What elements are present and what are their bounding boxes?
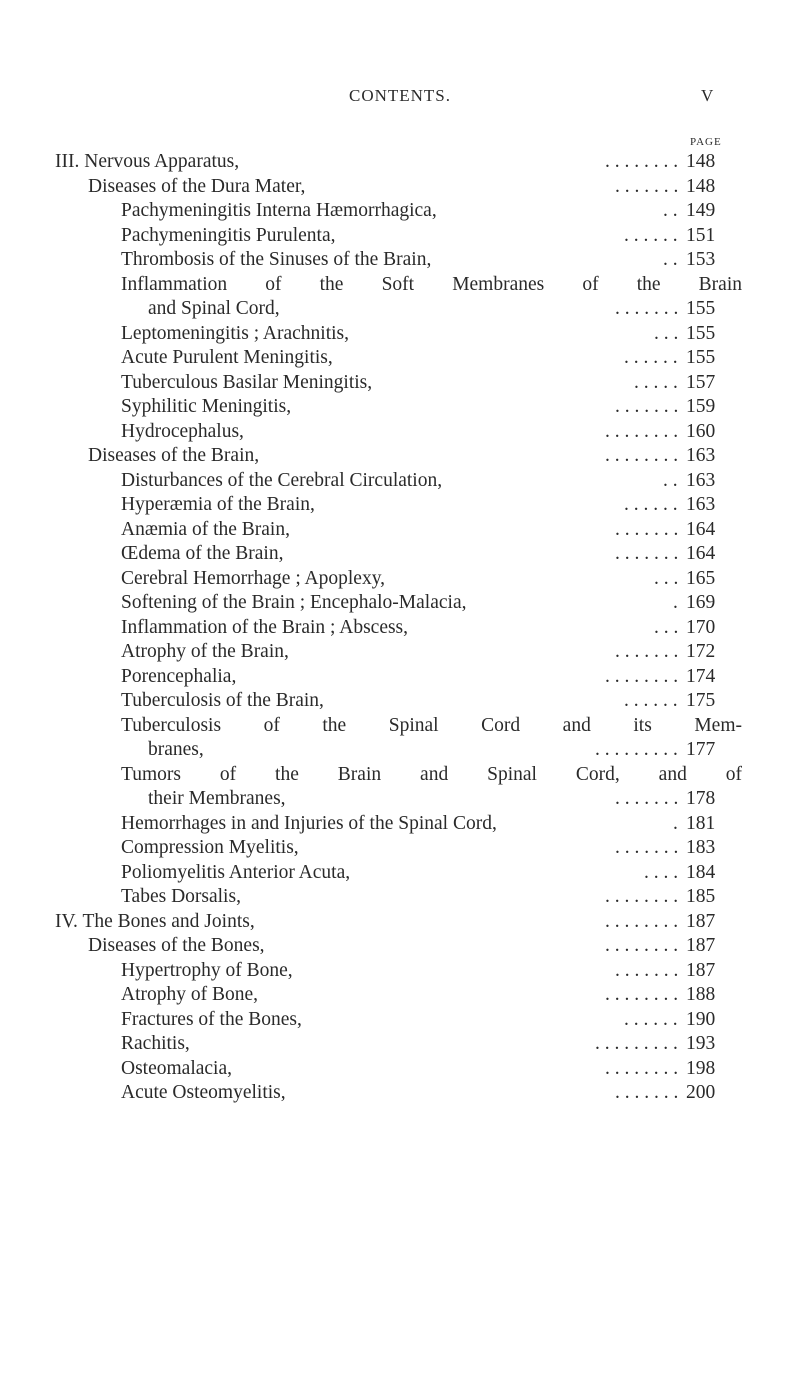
toc-entry [0, 371, 800, 396]
toc-leader-dots: . . [663, 249, 678, 270]
toc-entry [0, 395, 800, 420]
toc-entry [0, 934, 800, 959]
toc-leader-dots: . . [663, 200, 678, 221]
toc-entry [0, 836, 800, 861]
toc-entry-title: Hydrocephalus, [121, 420, 244, 442]
toc-entry-title: Porencephalia, [121, 665, 237, 687]
toc-page-number: 155 [686, 347, 716, 368]
toc-leader-dots: . . . . . . . . . [595, 1033, 678, 1054]
toc-page-number: 200 [686, 1082, 716, 1103]
toc-page-number: 170 [686, 616, 716, 638]
toc-page-number: 169 [686, 592, 716, 613]
toc-page-number: 187 [686, 959, 716, 981]
toc-page-number: 177 [686, 739, 716, 760]
toc-page-number: 148 [686, 151, 716, 172]
toc-entry [0, 322, 800, 347]
toc-entry [0, 640, 800, 665]
toc-entry-title: and Spinal Cord, [148, 298, 280, 319]
toc-entry-title: Osteomalacia, [121, 1057, 232, 1079]
toc-leader-dots: . . . . . . . [615, 518, 679, 540]
toc-entry-title: Compression Myelitis, [121, 837, 299, 858]
toc-page-number: 157 [686, 371, 716, 393]
toc-entry-title: Atrophy of the Brain, [121, 641, 289, 662]
toc-entry [0, 983, 800, 1008]
toc-entry-title: Pachymeningitis Purulenta, [121, 224, 336, 246]
toc-entry [0, 567, 800, 592]
toc-entry-title: Leptomeningitis ; Arachnitis, [121, 322, 350, 344]
toc-leader-dots: . . . . . . [624, 347, 678, 368]
toc-entry [0, 763, 800, 788]
page-header [0, 86, 800, 110]
toc-page-number: 163 [686, 445, 716, 466]
toc-entry-title: Diseases of the Brain, [88, 445, 260, 466]
toc-entry [0, 885, 800, 910]
toc-page-number: 153 [686, 249, 716, 270]
toc-entry [0, 910, 800, 935]
toc-entry-title: Cerebral Hemorrhage ; Apoplexy, [121, 567, 386, 589]
toc-entry-title: Diseases of the Dura Mater, [88, 175, 306, 197]
toc-entry-title: Fractures of the Bones, [121, 1008, 302, 1030]
toc-leader-dots: . . . . . . . . [605, 420, 679, 442]
toc-leader-dots: . . [663, 469, 678, 491]
toc-entry-title: Tabes Dorsalis, [121, 886, 241, 907]
toc-entry-title: Inflammation of the Soft Membranes of the Brain [121, 273, 742, 295]
toc-page-number: 163 [686, 494, 716, 515]
toc-entry [0, 812, 800, 837]
toc-entry [0, 591, 800, 616]
toc-leader-dots: . . . . . . . [615, 298, 679, 319]
toc-leader-dots: . . . . . . . . . [595, 739, 678, 760]
toc-entry [0, 1081, 800, 1106]
toc-leader-dots: . . . . [644, 861, 679, 883]
toc-entry [0, 518, 800, 543]
toc-entry [0, 787, 800, 812]
toc-entry-title: branes, [148, 739, 204, 760]
toc-page-number: 163 [686, 469, 716, 491]
toc-entry-title: Diseases of the Bones, [88, 935, 265, 956]
toc-entry-title: Hypertrophy of Bone, [121, 959, 293, 981]
toc-entry-title: Rachitis, [121, 1033, 190, 1054]
toc-page-number: 155 [686, 322, 716, 344]
toc-entry-title: Poliomyelitis Anterior Acuta, [121, 861, 351, 883]
toc-page-number: 164 [686, 518, 716, 540]
toc-leader-dots: . . . . . . . [615, 543, 679, 564]
toc-entry [0, 861, 800, 886]
toc-leader-dots: . . . . . . . [615, 1082, 679, 1103]
toc-page-number: 151 [686, 224, 716, 246]
toc-entry [0, 199, 800, 224]
toc-leader-dots: . . . . . . . [615, 175, 679, 197]
table-of-contents [0, 150, 800, 1106]
toc-entry [0, 420, 800, 445]
toc-page-number: 148 [686, 175, 716, 197]
toc-leader-dots: . . . . . . . . [605, 886, 679, 907]
toc-entry-title: Pachymeningitis Interna Hæmorrhagica, [121, 200, 437, 221]
toc-page-number: 175 [686, 690, 716, 711]
toc-entry [0, 616, 800, 641]
toc-entry-title: Anæmia of the Brain, [121, 518, 290, 540]
toc-entry-title: III. Nervous Apparatus, [55, 151, 240, 172]
toc-page-number: 159 [686, 396, 716, 417]
toc-leader-dots: . [673, 812, 678, 834]
toc-entry-title: Softening of the Brain ; Encephalo-Malacia, [121, 592, 467, 613]
toc-entry [0, 542, 800, 567]
running-title: CONTENTS. [348, 86, 452, 105]
toc-entry [0, 273, 800, 298]
toc-page-number: 149 [686, 200, 716, 221]
toc-entry [0, 175, 800, 200]
toc-entry-title: Inflammation of the Brain ; Abscess, [121, 616, 409, 638]
toc-leader-dots: . . . . . . . [615, 396, 679, 417]
toc-entry [0, 665, 800, 690]
toc-entry-title: Hemorrhages in and Injuries of the Spinal Cord, [121, 812, 497, 834]
toc-entry [0, 248, 800, 273]
toc-page-number: 184 [686, 861, 716, 883]
toc-page-number: 181 [686, 812, 716, 834]
toc-page-number: 183 [686, 837, 716, 858]
toc-page-number: 190 [686, 1008, 716, 1030]
toc-leader-dots: . . . . . . . . [605, 151, 679, 172]
toc-entry [0, 738, 800, 763]
toc-entry [0, 297, 800, 322]
toc-leader-dots: . [673, 592, 678, 613]
toc-leader-dots: . . . . . . . [615, 837, 679, 858]
toc-entry-title: Œdema of the Brain, [121, 543, 284, 564]
toc-entry [0, 714, 800, 739]
toc-leader-dots: . . . . . . . . [605, 910, 679, 932]
toc-entry [0, 150, 800, 175]
toc-page-number: 160 [686, 420, 716, 442]
toc-entry-title: Thrombosis of the Sinuses of the Brain, [121, 249, 432, 270]
toc-leader-dots: . . . . . . [624, 1008, 678, 1030]
toc-entry [0, 1057, 800, 1082]
toc-page-number: 165 [686, 567, 716, 589]
toc-leader-dots: . . . [654, 616, 679, 638]
toc-entry-title: Acute Osteomyelitis, [121, 1082, 286, 1103]
toc-entry [0, 469, 800, 494]
toc-leader-dots: . . . . . . . [615, 788, 679, 809]
toc-page-number: 174 [686, 665, 716, 687]
toc-leader-dots: . . . . . . [624, 690, 678, 711]
toc-entry [0, 444, 800, 469]
toc-entry [0, 1032, 800, 1057]
toc-page-number: 172 [686, 641, 716, 662]
toc-page-number: 178 [686, 788, 716, 809]
toc-leader-dots: . . . . . . [624, 224, 678, 246]
toc-page-number: 164 [686, 543, 716, 564]
toc-entry-title: Syphilitic Meningitis, [121, 396, 292, 417]
toc-entry-title: Disturbances of the Cerebral Circulation, [121, 469, 443, 491]
toc-leader-dots: . . . . . . . . [605, 665, 679, 687]
toc-page-number: 185 [686, 886, 716, 907]
toc-page-number: 187 [686, 910, 716, 932]
toc-page-number: 193 [686, 1033, 716, 1054]
toc-entry [0, 1008, 800, 1033]
toc-entry [0, 224, 800, 249]
toc-leader-dots: . . . [654, 322, 679, 344]
toc-entry-title: Acute Purulent Meningitis, [121, 347, 333, 368]
toc-page-number: 187 [686, 935, 716, 956]
toc-leader-dots: . . . . . . . . [605, 445, 679, 466]
toc-page-number: 188 [686, 984, 716, 1005]
toc-page-number: 155 [686, 298, 716, 319]
toc-leader-dots: . . . . . . . . [605, 1057, 679, 1079]
toc-leader-dots: . . . . . . . [615, 641, 679, 662]
toc-leader-dots: . . . . . . . . [605, 935, 679, 956]
toc-entry [0, 689, 800, 714]
toc-entry-title: Tuberculosis of the Brain, [121, 690, 324, 711]
toc-leader-dots: . . . . . . . [615, 959, 679, 981]
toc-leader-dots: . . . [654, 567, 679, 589]
toc-page-number: 198 [686, 1057, 716, 1079]
toc-entry [0, 493, 800, 518]
toc-entry-title: Tumors of the Brain and Spinal Cord, and of [121, 763, 742, 785]
page-number: V [701, 86, 714, 105]
toc-leader-dots: . . . . . . [624, 494, 678, 515]
toc-entry-title: IV. The Bones and Joints, [55, 910, 255, 932]
page-column-label: PAGE [690, 136, 722, 148]
toc-entry-title: Hyperæmia of the Brain, [121, 494, 315, 515]
toc-leader-dots: . . . . . [634, 371, 678, 393]
toc-entry-title: Atrophy of Bone, [121, 984, 259, 1005]
toc-leader-dots: . . . . . . . . [605, 984, 679, 1005]
toc-entry-title: Tuberculous Basilar Meningitis, [121, 371, 373, 393]
toc-entry [0, 346, 800, 371]
toc-entry-title: their Membranes, [148, 788, 286, 809]
toc-entry [0, 959, 800, 984]
toc-entry-title: Tuberculosis of the Spinal Cord and its Mem- [121, 714, 742, 736]
